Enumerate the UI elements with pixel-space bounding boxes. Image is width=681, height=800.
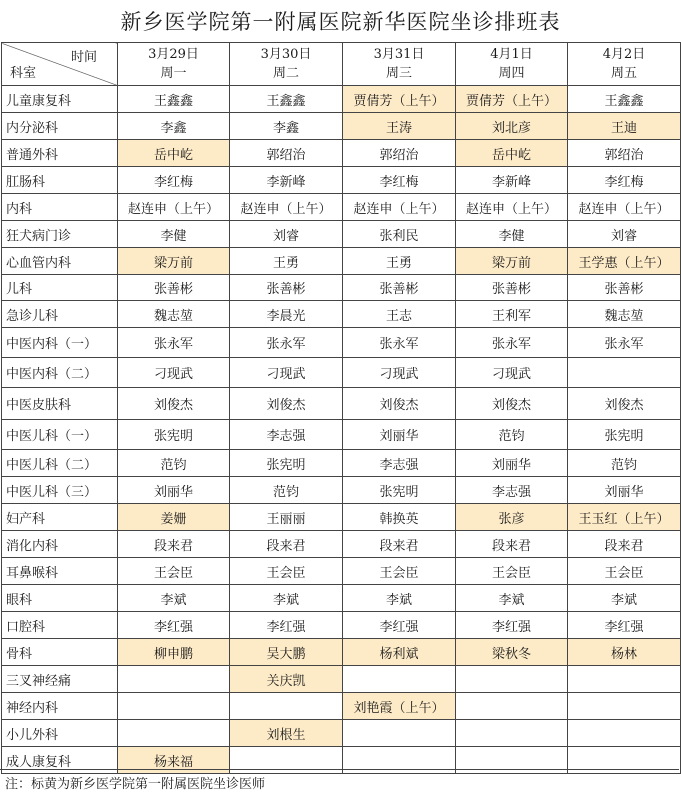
doctor-cell: 赵连申（上午） <box>456 194 568 221</box>
department-cell: 消化内科 <box>2 531 118 558</box>
table-row <box>2 450 681 477</box>
doctor-cell: 王会臣 <box>456 558 568 585</box>
department-cell: 中医儿科（二） <box>2 450 118 477</box>
doctor-cell: 杨林 <box>568 639 681 666</box>
table-row <box>2 86 681 113</box>
table-row <box>2 388 681 420</box>
department-cell: 成人康复科 <box>2 747 118 774</box>
column-header <box>568 43 681 86</box>
table-row <box>2 531 681 558</box>
department-cell: 普通外科 <box>2 140 118 167</box>
department-cell: 神经内科 <box>2 693 118 720</box>
doctor-cell: 梁秋冬 <box>456 639 568 666</box>
column-date: 4月1日 <box>490 47 533 62</box>
doctor-cell: 王涛 <box>343 113 456 140</box>
doctor-cell <box>456 693 568 720</box>
doctor-cell: 赵连申（上午） <box>230 194 343 221</box>
doctor-cell: 段来君 <box>343 531 456 558</box>
doctor-cell: 张宪明 <box>568 420 681 450</box>
page-title: 新乡医学院第一附属医院新华医院坐诊排班表 <box>120 10 561 34</box>
column-weekday: 周二 <box>272 66 299 81</box>
doctor-cell: 刘睿 <box>230 221 343 248</box>
table-row <box>2 639 681 666</box>
table-row <box>2 328 681 358</box>
table-row <box>2 693 681 720</box>
column-date: 3月29日 <box>148 47 199 62</box>
table-row <box>2 720 681 747</box>
doctor-cell: 王学惠（上午） <box>568 248 681 275</box>
table-row <box>2 221 681 248</box>
column-weekday: 周三 <box>385 66 412 81</box>
doctor-cell: 王鑫鑫 <box>568 86 681 113</box>
doctor-cell: 李红梅 <box>118 167 230 194</box>
doctor-cell: 张善彬 <box>568 275 681 301</box>
doctor-cell: 王鑫鑫 <box>118 86 230 113</box>
doctor-cell: 李红强 <box>456 612 568 639</box>
doctor-cell: 魏志堃 <box>118 301 230 328</box>
doctor-cell: 李鑫 <box>118 113 230 140</box>
doctor-cell: 李鑫 <box>230 113 343 140</box>
table-row <box>2 301 681 328</box>
table-row <box>2 113 681 140</box>
doctor-cell: 赵连申（上午） <box>343 194 456 221</box>
doctor-cell: 杨利斌 <box>343 639 456 666</box>
doctor-cell: 张宪明 <box>230 450 343 477</box>
doctor-cell: 关庆凯 <box>230 666 343 693</box>
doctor-cell: 王利军 <box>456 301 568 328</box>
doctor-cell: 姜姗 <box>118 504 230 531</box>
doctor-cell: 杨来福 <box>118 747 230 774</box>
doctor-cell: 刘俊杰 <box>343 388 456 420</box>
table-row <box>2 140 681 167</box>
doctor-cell <box>568 693 681 720</box>
doctor-cell: 郭绍治 <box>230 140 343 167</box>
doctor-cell: 刘丽华 <box>118 477 230 504</box>
doctor-cell: 李健 <box>456 221 568 248</box>
doctor-cell: 郭绍治 <box>343 140 456 167</box>
doctor-cell: 李红强 <box>230 612 343 639</box>
column-header <box>230 43 343 86</box>
department-cell: 儿科 <box>2 275 118 301</box>
schedule-body <box>2 86 681 774</box>
doctor-cell: 张善彬 <box>230 275 343 301</box>
doctor-cell: 张彦 <box>456 504 568 531</box>
column-date: 3月31日 <box>373 47 425 62</box>
doctor-cell: 李斌 <box>456 585 568 612</box>
doctor-cell: 李志强 <box>230 420 343 450</box>
doctor-cell: 刘丽华 <box>343 420 456 450</box>
doctor-cell: 段来君 <box>118 531 230 558</box>
footnote: 注：标黄为新乡医学院第一附属医院坐诊医师 <box>0 769 679 800</box>
department-cell: 中医皮肤科 <box>2 388 118 420</box>
table-row <box>2 420 681 450</box>
table-row <box>2 612 681 639</box>
doctor-cell: 李红梅 <box>343 167 456 194</box>
doctor-cell: 王勇 <box>230 248 343 275</box>
doctor-cell: 柳申鹏 <box>118 639 230 666</box>
column-header <box>343 43 456 86</box>
table-row <box>2 167 681 194</box>
doctor-cell: 张利民 <box>343 221 456 248</box>
department-cell: 狂犬病门诊 <box>2 221 118 248</box>
table-row <box>2 248 681 275</box>
doctor-cell: 刁现武 <box>118 358 230 388</box>
department-cell: 内分泌科 <box>2 113 118 140</box>
department-cell: 肛肠科 <box>2 167 118 194</box>
department-cell: 中医儿科（三） <box>2 477 118 504</box>
doctor-cell <box>568 358 681 388</box>
doctor-cell: 李斌 <box>343 585 456 612</box>
doctor-cell <box>568 720 681 747</box>
column-date: 4月2日 <box>602 47 646 62</box>
table-row <box>2 477 681 504</box>
doctor-cell: 王会臣 <box>343 558 456 585</box>
doctor-cell: 岳中屹 <box>456 140 568 167</box>
doctor-cell: 刘俊杰 <box>230 388 343 420</box>
department-cell: 心血管内科 <box>2 248 118 275</box>
table-row <box>2 504 681 531</box>
doctor-cell: 李晨光 <box>230 301 343 328</box>
doctor-cell: 王鑫鑫 <box>230 86 343 113</box>
doctor-cell: 张永军 <box>568 328 681 358</box>
department-cell: 儿童康复科 <box>2 86 118 113</box>
doctor-cell: 郭绍治 <box>568 140 681 167</box>
doctor-cell: 张善彬 <box>343 275 456 301</box>
department-cell: 小儿外科 <box>2 720 118 747</box>
doctor-cell: 王迪 <box>568 113 681 140</box>
doctor-cell: 张永军 <box>230 328 343 358</box>
schedule-table <box>1 42 681 774</box>
doctor-cell <box>343 720 456 747</box>
doctor-cell: 李志强 <box>456 477 568 504</box>
doctor-cell: 赵连申（上午） <box>568 194 681 221</box>
doctor-cell: 刘俊杰 <box>456 388 568 420</box>
doctor-cell: 刘艳霞（上午） <box>343 693 456 720</box>
doctor-cell: 李红强 <box>118 612 230 639</box>
doctor-cell: 王会臣 <box>568 558 681 585</box>
doctor-cell: 王会臣 <box>230 558 343 585</box>
column-weekday: 周五 <box>610 66 637 81</box>
doctor-cell: 张永军 <box>456 328 568 358</box>
doctor-cell: 段来君 <box>568 531 681 558</box>
doctor-cell: 李红梅 <box>568 167 681 194</box>
doctor-cell <box>343 666 456 693</box>
department-cell: 耳鼻喉科 <box>2 558 118 585</box>
column-weekday: 周四 <box>498 66 525 81</box>
doctor-cell <box>230 693 343 720</box>
doctor-cell: 贾倩芳（上午） <box>456 86 568 113</box>
department-cell: 骨科 <box>2 639 118 666</box>
department-cell: 妇产科 <box>2 504 118 531</box>
doctor-cell: 王志 <box>343 301 456 328</box>
corner-dept-label: 科室 <box>10 66 37 81</box>
doctor-cell: 刘丽华 <box>456 450 568 477</box>
doctor-cell: 刁现武 <box>230 358 343 388</box>
table-row <box>2 275 681 301</box>
doctor-cell: 李斌 <box>230 585 343 612</box>
doctor-cell: 刘北彦 <box>456 113 568 140</box>
doctor-cell: 李新峰 <box>456 167 568 194</box>
header-row <box>2 43 681 86</box>
doctor-cell: 段来君 <box>230 531 343 558</box>
table-row <box>2 558 681 585</box>
department-cell: 眼科 <box>2 585 118 612</box>
department-cell: 中医内科（一） <box>2 328 118 358</box>
table-row <box>2 666 681 693</box>
doctor-cell: 刘睿 <box>568 221 681 248</box>
doctor-cell <box>118 693 230 720</box>
column-header <box>118 43 230 86</box>
doctor-cell: 范钧 <box>118 450 230 477</box>
doctor-cell: 刁现武 <box>343 358 456 388</box>
doctor-cell: 刘俊杰 <box>118 388 230 420</box>
doctor-cell: 张永军 <box>118 328 230 358</box>
department-cell: 口腔科 <box>2 612 118 639</box>
department-cell: 内科 <box>2 194 118 221</box>
doctor-cell: 李新峰 <box>230 167 343 194</box>
doctor-cell: 范钧 <box>456 420 568 450</box>
department-cell: 中医儿科（一） <box>2 420 118 450</box>
table-row <box>2 358 681 388</box>
doctor-cell <box>456 720 568 747</box>
doctor-cell: 张善彬 <box>456 275 568 301</box>
department-cell: 急诊儿科 <box>2 301 118 328</box>
doctor-cell <box>568 666 681 693</box>
doctor-cell: 范钧 <box>230 477 343 504</box>
doctor-cell: 贾倩芳（上午） <box>343 86 456 113</box>
doctor-cell: 刘俊杰 <box>568 388 681 420</box>
corner-time-label: 时间 <box>70 50 97 65</box>
column-date: 3月30日 <box>260 47 312 62</box>
doctor-cell: 王丽丽 <box>230 504 343 531</box>
doctor-cell: 韩换英 <box>343 504 456 531</box>
doctor-cell: 魏志堃 <box>568 301 681 328</box>
doctor-cell: 李斌 <box>118 585 230 612</box>
doctor-cell <box>456 666 568 693</box>
doctor-cell: 王玉红（上午） <box>568 504 681 531</box>
column-weekday: 周一 <box>160 66 187 81</box>
doctor-cell: 刘根生 <box>230 720 343 747</box>
doctor-cell: 李红强 <box>568 612 681 639</box>
doctor-cell: 张宪明 <box>343 477 456 504</box>
doctor-cell: 王勇 <box>343 248 456 275</box>
doctor-cell: 刁现武 <box>456 358 568 388</box>
corner-header-cell <box>2 43 118 86</box>
doctor-cell: 李斌 <box>568 585 681 612</box>
doctor-cell: 张善彬 <box>118 275 230 301</box>
doctor-cell: 李健 <box>118 221 230 248</box>
department-cell: 三叉神经痛 <box>2 666 118 693</box>
doctor-cell: 范钧 <box>568 450 681 477</box>
table-row <box>2 585 681 612</box>
doctor-cell <box>118 720 230 747</box>
doctor-cell: 李志强 <box>343 450 456 477</box>
doctor-cell: 梁万前 <box>118 248 230 275</box>
doctor-cell: 张永军 <box>343 328 456 358</box>
doctor-cell: 张宪明 <box>118 420 230 450</box>
doctor-cell: 刘丽华 <box>568 477 681 504</box>
column-header <box>456 43 568 86</box>
doctor-cell: 李红强 <box>343 612 456 639</box>
doctor-cell: 吴大鹏 <box>230 639 343 666</box>
doctor-cell: 赵连申（上午） <box>118 194 230 221</box>
table-row <box>2 194 681 221</box>
doctor-cell: 岳中屹 <box>118 140 230 167</box>
department-cell: 中医内科（二） <box>2 358 118 388</box>
doctor-cell <box>118 666 230 693</box>
doctor-cell: 段来君 <box>456 531 568 558</box>
doctor-cell: 梁万前 <box>456 248 568 275</box>
doctor-cell: 王会臣 <box>118 558 230 585</box>
